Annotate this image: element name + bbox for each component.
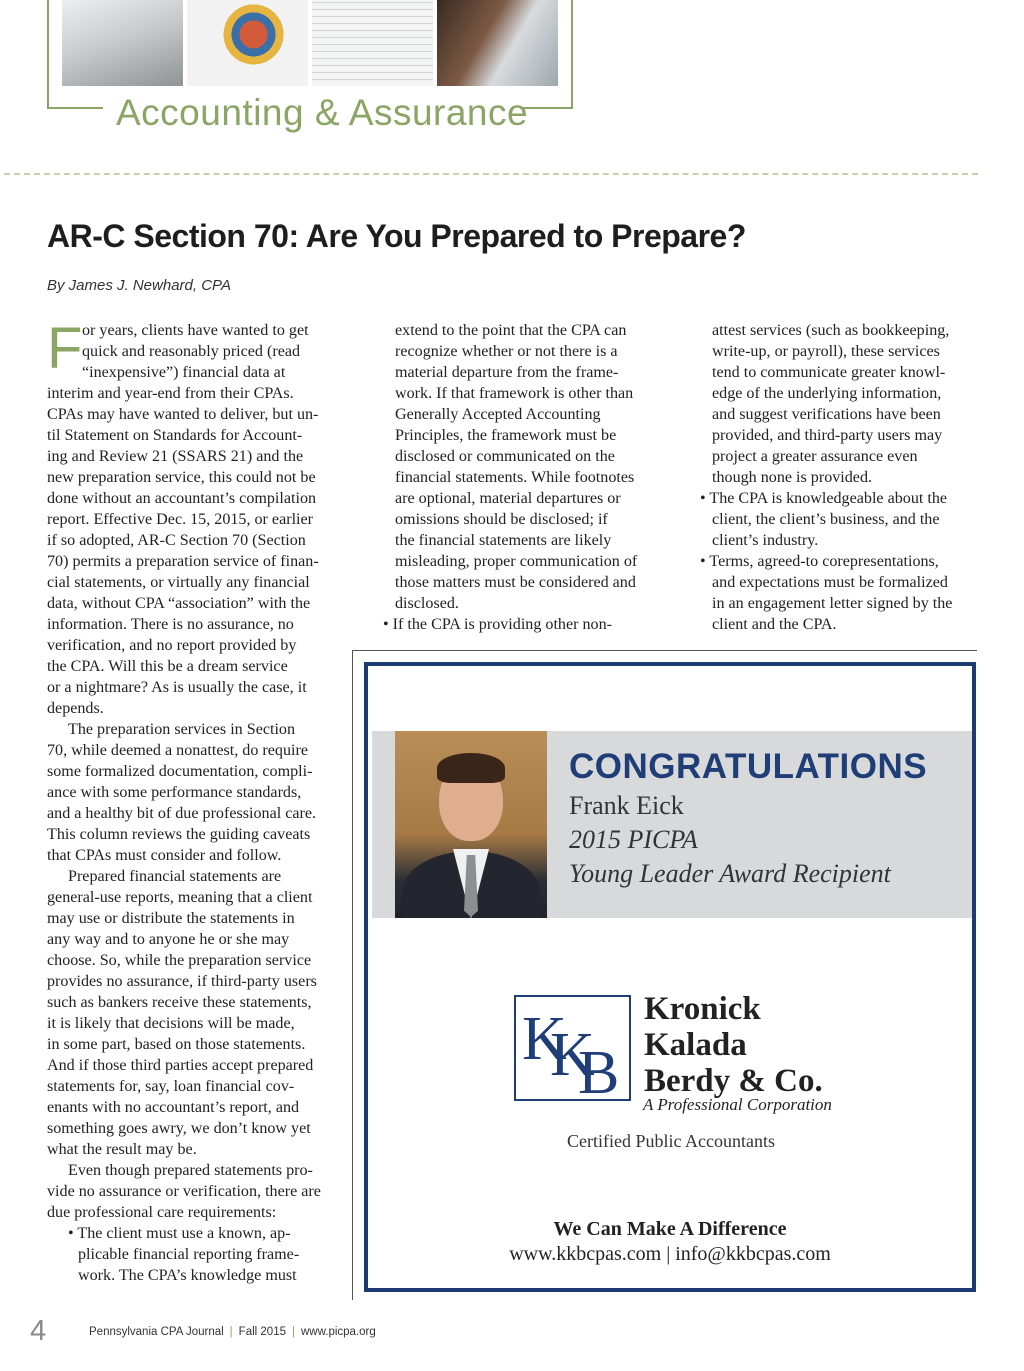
text-line: Principles, the framework must be <box>395 427 617 444</box>
spreadsheet-photo <box>312 0 433 86</box>
text-line: data, without CPA “association” with the <box>47 595 311 612</box>
text-line: provides no assurance, if third-party users <box>47 973 317 990</box>
text-line: Generally Accepted Accounting <box>395 406 601 423</box>
footer-website: www.picpa.org <box>300 1326 376 1338</box>
text-line: those matters must be considered and <box>395 574 636 591</box>
header-frame-right <box>571 0 573 109</box>
text-line: what the result may be. <box>47 1141 197 1158</box>
header-frame-left <box>47 0 49 109</box>
text-line: the CPA. Will this be a dream service <box>47 658 288 675</box>
text-line: statements for, say, loan financial cov- <box>47 1078 295 1095</box>
pie-chart-report-photo <box>187 0 308 86</box>
header-photo-strip <box>62 0 558 86</box>
bullet-line: • The client must use a known, ap- <box>68 1225 291 1242</box>
text-line: “inexpensive”) financial data at <box>82 364 286 381</box>
text-line: write-up, or payroll), these services <box>712 343 940 360</box>
article-column-1 <box>47 316 347 1286</box>
text-line: depends. <box>47 700 104 717</box>
ad-award-year: 2015 PICPA <box>569 825 698 854</box>
text-line: new preparation service, this could not be <box>47 469 316 486</box>
text-line: extend to the point that the CPA can <box>395 322 627 339</box>
text-line: disclosed. <box>395 595 459 612</box>
header-frame-bottom-left <box>47 107 103 109</box>
firm-name <box>644 991 823 1099</box>
text-line: disclosed or communicated on the <box>395 448 615 465</box>
text-line: The preparation services in Section <box>68 721 296 738</box>
article-column-3 <box>700 320 985 635</box>
footer-separator: | <box>291 1326 295 1338</box>
text-line: it is likely that decisions will be made, <box>47 1015 295 1032</box>
text-line: in an engagement letter signed by the <box>712 595 953 612</box>
text-line: information. There is no assurance, no <box>47 616 294 633</box>
kkb-logo <box>514 995 631 1101</box>
text-line: 70) permits a preparation service of finan- <box>47 553 319 570</box>
firm-description: Certified Public Accountants <box>567 1131 775 1151</box>
text-line: financial statements. While footnotes <box>395 469 635 486</box>
text-line: choose. So, while the preparation service <box>47 952 312 969</box>
text-line: such as bankers receive these statements, <box>47 994 312 1011</box>
article-title: AR-C Section 70: Are You Prepared to Prepare? <box>47 218 746 254</box>
text-line: And if those third parties accept prepared <box>47 1057 314 1074</box>
laptop-keyboard-photo <box>62 0 183 86</box>
ad-headline: CONGRATULATIONS <box>569 747 928 786</box>
text-line: vide no assurance or verification, there are <box>47 1183 321 1200</box>
bullet-line: • Terms, agreed-to corepresentations, <box>700 553 939 570</box>
ad-outer-rule-top <box>352 650 977 651</box>
person-reading-document-photo <box>437 0 558 86</box>
text-line: may use or distribute the statements in <box>47 910 295 927</box>
text-line: work. If that framework is other than <box>395 385 634 402</box>
text-line: any way and to anyone he or she may <box>47 931 290 948</box>
logo-letter-b: B <box>578 1039 620 1099</box>
text-line: though none is provided. <box>712 469 873 486</box>
ad-outer-rule-left <box>352 650 353 1300</box>
text-line: This column reviews the guiding caveats <box>47 826 311 843</box>
firm-name-line: Berdy & Co. <box>644 1063 823 1099</box>
text-line: omissions should be disclosed; if <box>395 511 608 528</box>
article-byline: By James J. Newhard, CPA <box>47 277 231 294</box>
footer-publication: Pennsylvania CPA Journal <box>89 1326 224 1338</box>
text-line: 70, while deemed a nonattest, do require <box>47 742 308 759</box>
text-line: tend to communicate greater knowl- <box>712 364 946 381</box>
text-line: misleading, proper communication of <box>395 553 638 570</box>
text-line: general-use reports, meaning that a client <box>47 889 313 906</box>
text-line: that CPAs must consider and follow. <box>47 847 282 864</box>
photo-hair <box>437 753 505 783</box>
section-title: Accounting & Assurance <box>116 92 529 133</box>
ad-tagline: We Can Make A Difference <box>553 1218 787 1240</box>
text-line: some formalized documentation, compli- <box>47 763 313 780</box>
text-line: in some part, based on those statements. <box>47 1036 306 1053</box>
text-line: are optional, material departures or <box>395 490 621 507</box>
text-line: done without an accountant’s compilation <box>47 490 317 507</box>
text-line: plicable financial reporting frame- <box>78 1246 300 1263</box>
ad-award-title: Young Leader Award Recipient <box>569 859 891 888</box>
text-line: something goes awry, we don’t know yet <box>47 1120 311 1137</box>
text-line: if so adopted, AR-C Section 70 (Section <box>47 532 306 549</box>
bullet-line: • If the CPA is providing other non- <box>383 616 613 633</box>
text-line: work. The CPA’s knowledge must <box>78 1267 297 1284</box>
text-line: or a nightmare? As is usually the case, it <box>47 679 307 696</box>
text-line: til Statement on Standards for Account- <box>47 427 303 444</box>
text-line: Prepared financial statements are <box>68 868 282 885</box>
award-recipient-photo <box>395 731 547 918</box>
bullet-line: • The CPA is knowledgeable about the <box>700 490 948 507</box>
text-line: ing and Review 21 (SSARS 21) and the <box>47 448 304 465</box>
drop-cap: F <box>47 316 83 381</box>
text-line: attest services (such as bookkeeping, <box>712 322 950 339</box>
footer-separator: | <box>229 1326 233 1338</box>
text-line: the financial statements are likely <box>395 532 612 549</box>
text-line: report. Effective Dec. 15, 2015, or earlier <box>47 511 314 528</box>
page-footer <box>89 1326 376 1338</box>
footer-issue: Fall 2015 <box>238 1326 286 1338</box>
ad-contact: www.kkbcpas.com | info@kkbcpas.com <box>509 1243 831 1265</box>
text-line: material departure from the frame- <box>395 364 619 381</box>
dashed-divider <box>4 173 978 175</box>
text-line: verification, and no report provided by <box>47 637 297 654</box>
text-line: recognize whether or not there is a <box>395 343 618 360</box>
text-line: and a healthy bit of due professional care. <box>47 805 317 822</box>
text-line: interim and year-end from their CPAs. <box>47 385 294 402</box>
text-line: cial statements, or virtually any financial <box>47 574 310 591</box>
page-number: 4 <box>30 1315 47 1347</box>
text-line: edge of the underlying information, <box>712 385 942 402</box>
text-line: or years, clients have wanted to get <box>82 322 309 339</box>
text-line: Even though prepared statements pro- <box>68 1162 313 1179</box>
kkb-logo-mark <box>516 997 629 1099</box>
text-line: client, the client’s business, and the <box>712 511 940 528</box>
text-line: client and the CPA. <box>712 616 837 633</box>
text-line: client’s industry. <box>712 532 819 549</box>
text-line: ance with some performance standards, <box>47 784 302 801</box>
logo-letter-k2: K <box>550 1021 595 1089</box>
article-column-2 <box>383 320 673 635</box>
firm-subtitle: A Professional Corporation <box>643 1095 832 1114</box>
text-line: and suggest verifications have been <box>712 406 941 423</box>
text-line: project a greater assurance even <box>712 448 918 465</box>
text-line: and expectations must be formalized <box>712 574 948 591</box>
logo-letter-k1: K <box>522 1005 567 1073</box>
text-line: provided, and third-party users may <box>712 427 943 444</box>
text-line: due professional care requirements: <box>47 1204 277 1221</box>
text-line: enants with no accountant’s report, and <box>47 1099 300 1116</box>
firm-name-line: Kalada <box>644 1027 747 1063</box>
firm-name-line: Kronick <box>644 991 761 1027</box>
text-line: CPAs may have wanted to deliver, but un- <box>47 406 319 423</box>
ad-recipient-name: Frank Eick <box>569 791 684 820</box>
text-line: quick and reasonably priced (read <box>82 343 301 360</box>
